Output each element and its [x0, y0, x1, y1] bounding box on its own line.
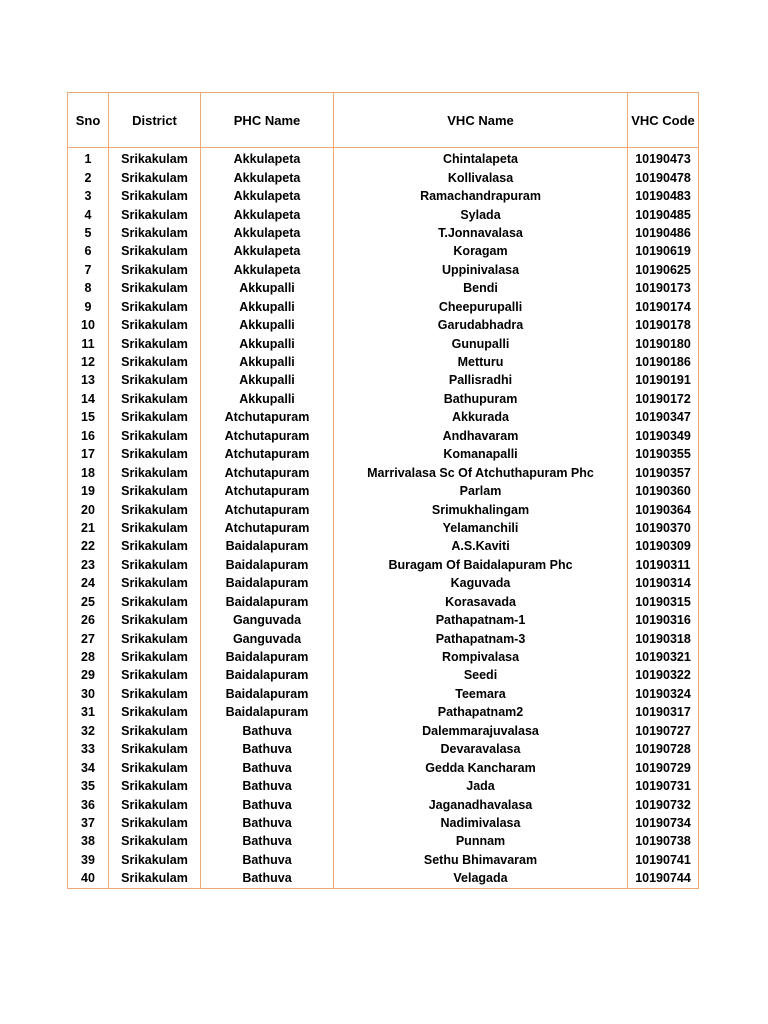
table-body — [68, 148, 699, 889]
cell-vhc-code: 10190321 — [628, 648, 699, 666]
cell-vhc-code: 10190483 — [628, 187, 699, 205]
cell-district: Srikakulam — [109, 869, 201, 888]
cell-vhc-code: 10190364 — [628, 500, 699, 518]
cell-vhc-code: 10190355 — [628, 445, 699, 463]
cell-district: Srikakulam — [109, 334, 201, 352]
cell-district: Srikakulam — [109, 537, 201, 555]
cell-district: Srikakulam — [109, 519, 201, 537]
cell-vhc-name: Korasavada — [334, 593, 628, 611]
cell-district: Srikakulam — [109, 463, 201, 481]
cell-vhc-code: 10190360 — [628, 482, 699, 500]
cell-vhc-code: 10190349 — [628, 427, 699, 445]
table-row — [68, 740, 699, 758]
cell-sno: 21 — [68, 519, 109, 537]
cell-vhc-name: Jada — [334, 777, 628, 795]
cell-district: Srikakulam — [109, 298, 201, 316]
cell-sno: 9 — [68, 298, 109, 316]
cell-vhc-name: Garudabhadra — [334, 316, 628, 334]
cell-vhc-code: 10190191 — [628, 371, 699, 389]
cell-vhc-name: Pathapatnam-3 — [334, 629, 628, 647]
cell-vhc-code: 10190316 — [628, 611, 699, 629]
cell-vhc-code: 10190178 — [628, 316, 699, 334]
cell-vhc-code: 10190731 — [628, 777, 699, 795]
cell-sno: 6 — [68, 242, 109, 260]
cell-district: Srikakulam — [109, 814, 201, 832]
cell-vhc-name: Komanapalli — [334, 445, 628, 463]
cell-sno: 5 — [68, 224, 109, 242]
cell-district: Srikakulam — [109, 685, 201, 703]
cell-district: Srikakulam — [109, 408, 201, 426]
cell-vhc-code: 10190311 — [628, 556, 699, 574]
cell-phc-name: Baidalapuram — [201, 593, 334, 611]
cell-vhc-code: 10190186 — [628, 353, 699, 371]
cell-district: Srikakulam — [109, 224, 201, 242]
table-row — [68, 593, 699, 611]
cell-sno: 26 — [68, 611, 109, 629]
cell-phc-name: Baidalapuram — [201, 685, 334, 703]
cell-sno: 35 — [68, 777, 109, 795]
cell-phc-name: Atchutapuram — [201, 500, 334, 518]
table-row — [68, 187, 699, 205]
cell-district: Srikakulam — [109, 205, 201, 223]
cell-sno: 37 — [68, 814, 109, 832]
cell-vhc-code: 10190317 — [628, 703, 699, 721]
cell-vhc-name: Metturu — [334, 353, 628, 371]
cell-phc-name: Akkupalli — [201, 316, 334, 334]
cell-vhc-name: Devaravalasa — [334, 740, 628, 758]
cell-phc-name: Baidalapuram — [201, 537, 334, 555]
table-row — [68, 427, 699, 445]
header-row — [68, 93, 699, 148]
table-row — [68, 298, 699, 316]
cell-district: Srikakulam — [109, 556, 201, 574]
cell-vhc-name: Gunupalli — [334, 334, 628, 352]
cell-phc-name: Atchutapuram — [201, 482, 334, 500]
cell-vhc-code: 10190324 — [628, 685, 699, 703]
cell-vhc-code: 10190370 — [628, 519, 699, 537]
cell-vhc-name: Pallisradhi — [334, 371, 628, 389]
cell-vhc-name: Cheepurupalli — [334, 298, 628, 316]
cell-sno: 39 — [68, 851, 109, 869]
table-row — [68, 224, 699, 242]
cell-vhc-name: Parlam — [334, 482, 628, 500]
cell-sno: 15 — [68, 408, 109, 426]
cell-phc-name: Akkupalli — [201, 334, 334, 352]
cell-phc-name: Baidalapuram — [201, 574, 334, 592]
table-row — [68, 519, 699, 537]
cell-district: Srikakulam — [109, 242, 201, 260]
cell-phc-name: Akkulapeta — [201, 261, 334, 279]
cell-district: Srikakulam — [109, 740, 201, 758]
cell-vhc-code: 10190741 — [628, 851, 699, 869]
cell-district: Srikakulam — [109, 795, 201, 813]
cell-district: Srikakulam — [109, 427, 201, 445]
cell-district: Srikakulam — [109, 611, 201, 629]
table-row — [68, 500, 699, 518]
cell-district: Srikakulam — [109, 593, 201, 611]
cell-phc-name: Atchutapuram — [201, 408, 334, 426]
cell-vhc-code: 10190473 — [628, 150, 699, 168]
cell-vhc-name: Sethu Bhimavaram — [334, 851, 628, 869]
table-row — [68, 445, 699, 463]
cell-sno: 22 — [68, 537, 109, 555]
table-row — [68, 574, 699, 592]
cell-district: Srikakulam — [109, 353, 201, 371]
cell-vhc-code: 10190322 — [628, 666, 699, 684]
cell-phc-name: Atchutapuram — [201, 463, 334, 481]
cell-vhc-name: Akkurada — [334, 408, 628, 426]
cell-vhc-name: Dalemmarajuvalasa — [334, 722, 628, 740]
cell-vhc-code: 10190172 — [628, 390, 699, 408]
cell-sno: 30 — [68, 685, 109, 703]
table-row — [68, 832, 699, 850]
table-row — [68, 814, 699, 832]
cell-vhc-name: Gedda Kancharam — [334, 758, 628, 776]
cell-phc-name: Akkupalli — [201, 371, 334, 389]
cell-district: Srikakulam — [109, 371, 201, 389]
cell-vhc-code: 10190180 — [628, 334, 699, 352]
table-row — [68, 261, 699, 279]
table-row — [68, 537, 699, 555]
cell-vhc-code: 10190732 — [628, 795, 699, 813]
cell-district: Srikakulam — [109, 500, 201, 518]
table-row — [68, 205, 699, 223]
table-row — [68, 150, 699, 168]
cell-sno: 19 — [68, 482, 109, 500]
cell-district: Srikakulam — [109, 758, 201, 776]
cell-vhc-name: T.Jonnavalasa — [334, 224, 628, 242]
cell-vhc-code: 10190738 — [628, 832, 699, 850]
cell-vhc-code: 10190173 — [628, 279, 699, 297]
cell-vhc-name: Velagada — [334, 869, 628, 888]
cell-vhc-name: Ramachandrapuram — [334, 187, 628, 205]
cell-phc-name: Bathuva — [201, 777, 334, 795]
cell-vhc-code: 10190625 — [628, 261, 699, 279]
cell-vhc-code: 10190486 — [628, 224, 699, 242]
cell-vhc-name: Sylada — [334, 205, 628, 223]
cell-sno: 13 — [68, 371, 109, 389]
table-row — [68, 851, 699, 869]
cell-sno: 18 — [68, 463, 109, 481]
cell-vhc-name: Nadimivalasa — [334, 814, 628, 832]
cell-phc-name: Bathuva — [201, 740, 334, 758]
cell-sno: 1 — [68, 150, 109, 168]
cell-sno: 23 — [68, 556, 109, 574]
cell-district: Srikakulam — [109, 851, 201, 869]
table-row — [68, 279, 699, 297]
cell-sno: 28 — [68, 648, 109, 666]
cell-vhc-code: 10190174 — [628, 298, 699, 316]
cell-vhc-code: 10190309 — [628, 537, 699, 555]
cell-vhc-code: 10190729 — [628, 758, 699, 776]
cell-district: Srikakulam — [109, 648, 201, 666]
cell-sno: 29 — [68, 666, 109, 684]
cell-district: Srikakulam — [109, 445, 201, 463]
cell-vhc-name: Kollivalasa — [334, 168, 628, 186]
cell-vhc-name: Kaguvada — [334, 574, 628, 592]
cell-sno: 10 — [68, 316, 109, 334]
cell-vhc-code: 10190314 — [628, 574, 699, 592]
cell-phc-name: Akkulapeta — [201, 168, 334, 186]
cell-sno: 36 — [68, 795, 109, 813]
cell-vhc-code: 10190357 — [628, 463, 699, 481]
table-row — [68, 334, 699, 352]
table-row — [68, 168, 699, 186]
cell-district: Srikakulam — [109, 316, 201, 334]
cell-sno: 4 — [68, 205, 109, 223]
cell-phc-name: Bathuva — [201, 832, 334, 850]
cell-sno: 3 — [68, 187, 109, 205]
cell-vhc-name: Pathapatnam2 — [334, 703, 628, 721]
cell-phc-name: Akkupalli — [201, 353, 334, 371]
cell-sno: 38 — [68, 832, 109, 850]
cell-vhc-name: Bendi — [334, 279, 628, 297]
cell-phc-name: Bathuva — [201, 851, 334, 869]
header-phc-name: PHC Name — [201, 93, 334, 148]
cell-sno: 40 — [68, 869, 109, 888]
cell-phc-name: Akkulapeta — [201, 242, 334, 260]
cell-sno: 11 — [68, 334, 109, 352]
cell-phc-name: Bathuva — [201, 814, 334, 832]
cell-district: Srikakulam — [109, 574, 201, 592]
table-row — [68, 758, 699, 776]
header-sno: Sno — [68, 93, 109, 148]
table-row — [68, 556, 699, 574]
cell-vhc-code: 10190318 — [628, 629, 699, 647]
table-row — [68, 353, 699, 371]
cell-phc-name: Akkupalli — [201, 390, 334, 408]
cell-phc-name: Ganguvada — [201, 629, 334, 647]
table-header — [68, 93, 699, 148]
cell-district: Srikakulam — [109, 150, 201, 168]
cell-sno: 17 — [68, 445, 109, 463]
cell-phc-name: Atchutapuram — [201, 519, 334, 537]
table-row — [68, 795, 699, 813]
cell-district: Srikakulam — [109, 722, 201, 740]
table-row — [68, 611, 699, 629]
table-row — [68, 371, 699, 389]
cell-phc-name: Baidalapuram — [201, 556, 334, 574]
header-vhc-code: VHC Code — [628, 93, 699, 148]
cell-sno: 32 — [68, 722, 109, 740]
table-row — [68, 408, 699, 426]
cell-vhc-code: 10190727 — [628, 722, 699, 740]
table-row — [68, 629, 699, 647]
cell-sno: 34 — [68, 758, 109, 776]
cell-district: Srikakulam — [109, 629, 201, 647]
cell-phc-name: Akkulapeta — [201, 224, 334, 242]
table-row — [68, 316, 699, 334]
cell-phc-name: Bathuva — [201, 869, 334, 888]
cell-district: Srikakulam — [109, 261, 201, 279]
cell-vhc-name: Chintalapeta — [334, 150, 628, 168]
cell-district: Srikakulam — [109, 390, 201, 408]
table-row — [68, 482, 699, 500]
cell-vhc-name: Jaganadhavalasa — [334, 795, 628, 813]
cell-district: Srikakulam — [109, 703, 201, 721]
cell-vhc-code: 10190347 — [628, 408, 699, 426]
cell-district: Srikakulam — [109, 832, 201, 850]
cell-vhc-name: Marrivalasa Sc Of Atchuthapuram Phc — [334, 463, 628, 481]
cell-phc-name: Akkulapeta — [201, 187, 334, 205]
cell-sno: 33 — [68, 740, 109, 758]
cell-vhc-name: Srimukhalingam — [334, 500, 628, 518]
cell-phc-name: Bathuva — [201, 722, 334, 740]
cell-sno: 31 — [68, 703, 109, 721]
cell-district: Srikakulam — [109, 279, 201, 297]
table-row — [68, 722, 699, 740]
cell-vhc-name: Buragam Of Baidalapuram Phc — [334, 556, 628, 574]
cell-vhc-name: Seedi — [334, 666, 628, 684]
cell-vhc-name: Andhavaram — [334, 427, 628, 445]
cell-sno: 12 — [68, 353, 109, 371]
cell-sno: 24 — [68, 574, 109, 592]
cell-sno: 16 — [68, 427, 109, 445]
cell-vhc-code: 10190744 — [628, 869, 699, 888]
cell-sno: 25 — [68, 593, 109, 611]
cell-vhc-name: Pathapatnam-1 — [334, 611, 628, 629]
cell-sno: 2 — [68, 168, 109, 186]
cell-vhc-code: 10190315 — [628, 593, 699, 611]
cell-sno: 14 — [68, 390, 109, 408]
cell-district: Srikakulam — [109, 187, 201, 205]
cell-vhc-name: Koragam — [334, 242, 628, 260]
cell-vhc-name: A.S.Kaviti — [334, 537, 628, 555]
table-row — [68, 666, 699, 684]
cell-vhc-code: 10190728 — [628, 740, 699, 758]
cell-phc-name: Akkulapeta — [201, 150, 334, 168]
cell-vhc-name: Bathupuram — [334, 390, 628, 408]
cell-phc-name: Ganguvada — [201, 611, 334, 629]
table-row — [68, 685, 699, 703]
cell-vhc-code: 10190619 — [628, 242, 699, 260]
cell-phc-name: Bathuva — [201, 795, 334, 813]
cell-district: Srikakulam — [109, 168, 201, 186]
cell-phc-name: Akkupalli — [201, 298, 334, 316]
table-row — [68, 703, 699, 721]
cell-vhc-code: 10190478 — [628, 168, 699, 186]
table-row — [68, 463, 699, 481]
table-row — [68, 242, 699, 260]
cell-vhc-name: Rompivalasa — [334, 648, 628, 666]
cell-sno: 7 — [68, 261, 109, 279]
cell-sno: 8 — [68, 279, 109, 297]
cell-phc-name: Baidalapuram — [201, 666, 334, 684]
cell-phc-name: Baidalapuram — [201, 703, 334, 721]
header-vhc-name: VHC Name — [334, 93, 628, 148]
table-row — [68, 648, 699, 666]
vhc-table — [67, 92, 699, 889]
cell-vhc-name: Yelamanchili — [334, 519, 628, 537]
cell-vhc-name: Uppinivalasa — [334, 261, 628, 279]
cell-vhc-code: 10190485 — [628, 205, 699, 223]
table-row — [68, 869, 699, 888]
cell-phc-name: Akkupalli — [201, 279, 334, 297]
cell-district: Srikakulam — [109, 777, 201, 795]
header-district: District — [109, 93, 201, 148]
cell-district: Srikakulam — [109, 482, 201, 500]
cell-phc-name: Akkulapeta — [201, 205, 334, 223]
cell-phc-name: Atchutapuram — [201, 427, 334, 445]
cell-vhc-code: 10190734 — [628, 814, 699, 832]
cell-district: Srikakulam — [109, 666, 201, 684]
cell-vhc-name: Punnam — [334, 832, 628, 850]
cell-phc-name: Bathuva — [201, 758, 334, 776]
cell-vhc-name: Teemara — [334, 685, 628, 703]
cell-phc-name: Baidalapuram — [201, 648, 334, 666]
cell-sno: 20 — [68, 500, 109, 518]
table-row — [68, 390, 699, 408]
table-row — [68, 777, 699, 795]
cell-phc-name: Atchutapuram — [201, 445, 334, 463]
cell-sno: 27 — [68, 629, 109, 647]
